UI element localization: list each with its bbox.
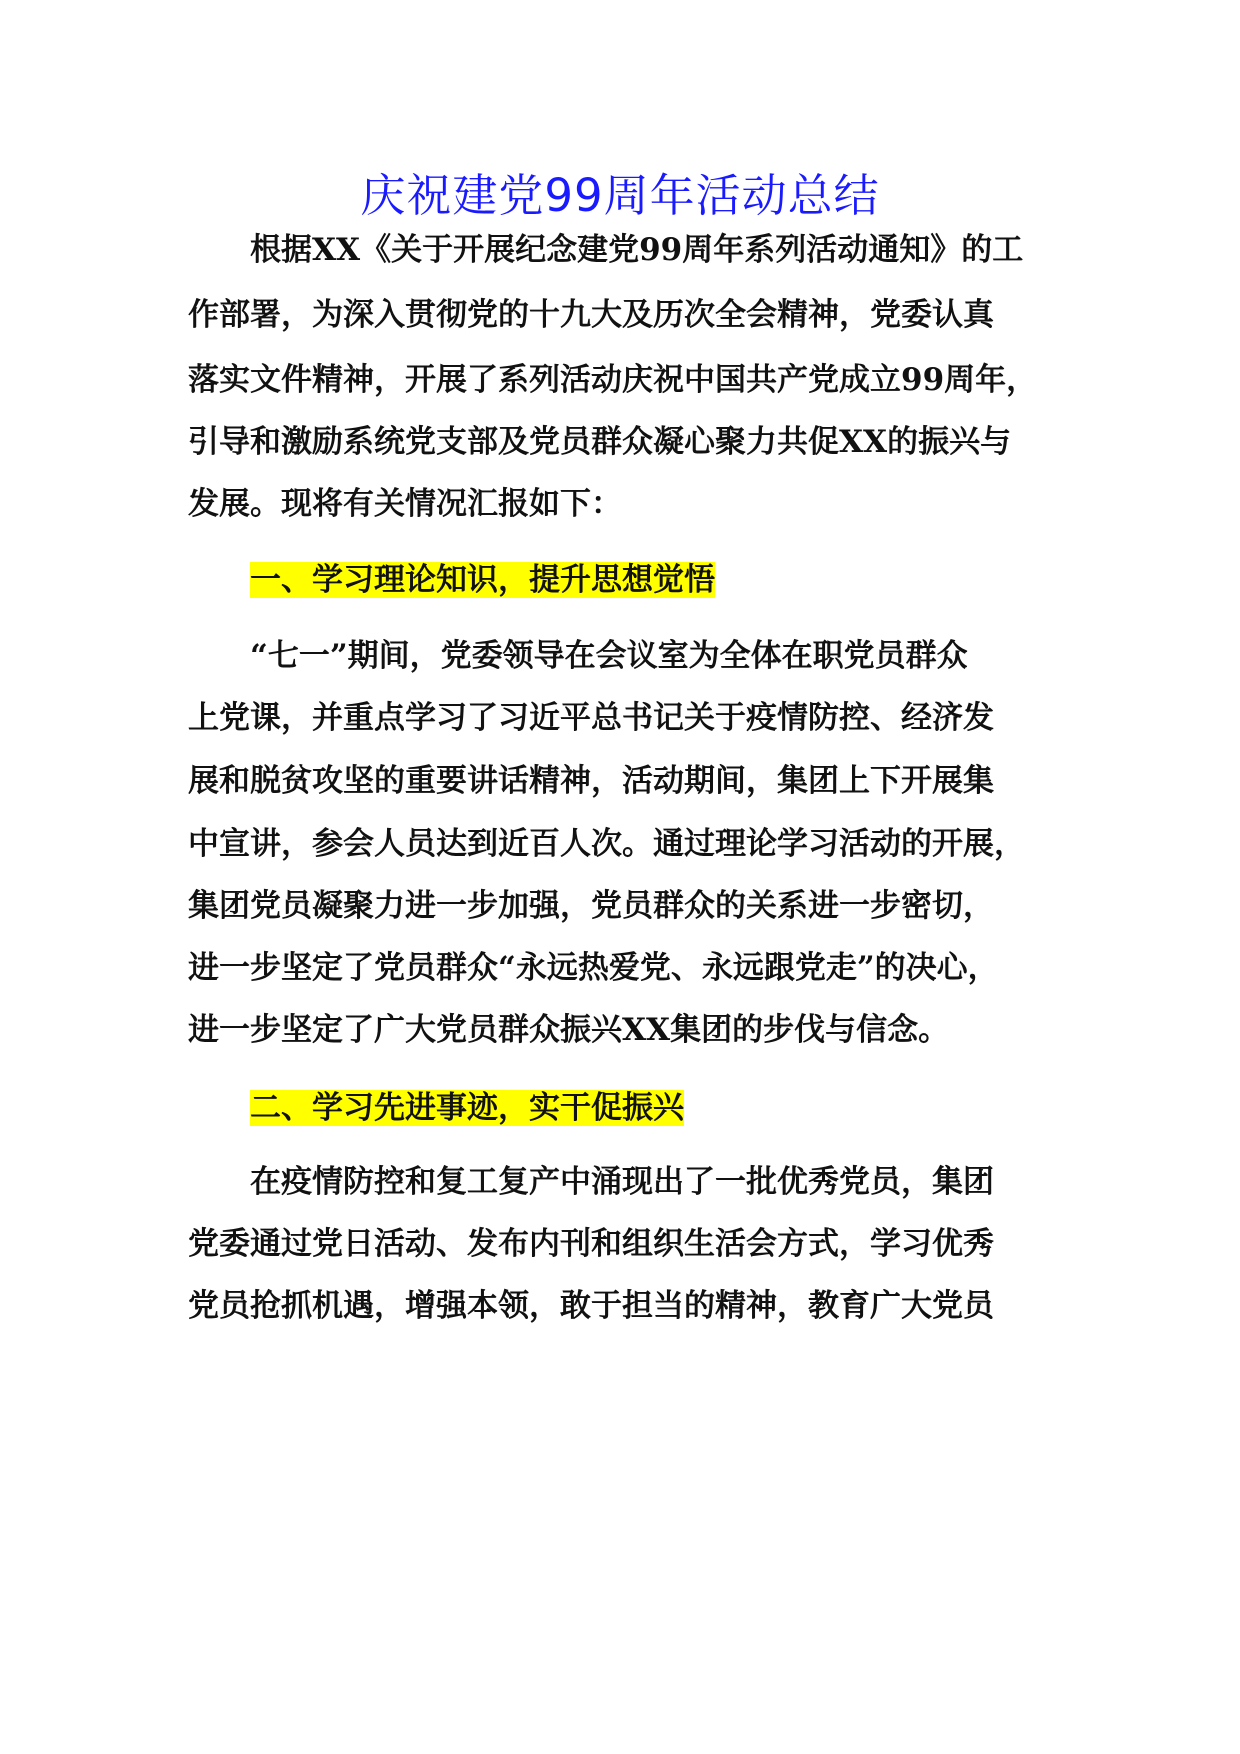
section-2-heading (250, 1086, 1130, 1130)
section-2-line-1: 在疫情防控和复工复产中涌现出了一批优秀党员，集团 (250, 1164, 994, 1200)
intro-line-4: 引导和激励系统党支部及党员群众凝心聚力共促XX的振兴与 (188, 424, 1012, 460)
intro-line-3: 落实文件精神，开展了系列活动庆祝中国共产党成立99周年， (188, 362, 1038, 398)
section-1-line-1: “七一”期间，党委领导在会议室为全体在职党员群众 (250, 638, 968, 674)
document-title: 庆祝建党99周年活动总结 (360, 169, 880, 222)
section-1-line-7: 进一步坚定了广大党员群众振兴XX集团的步伐与信念。 (188, 1012, 950, 1048)
section-2-line-2: 党委通过党日活动、发布内刊和组织生活会方式，学习优秀 (188, 1226, 994, 1262)
section-2-line-3: 党员抢抓机遇，增强本领，敢于担当的精神，教育广大党员 (188, 1288, 994, 1324)
intro-line-5: 发展。现将有关情况汇报如下： (188, 486, 622, 522)
section-1-heading-text: 一、学习理论知识，提升思想觉悟 (250, 562, 715, 598)
section-1-line-4: 中宣讲，参会人员达到近百人次。通过理论学习活动的开展， (188, 826, 1025, 862)
section-1-line-2: 上党课，并重点学习了习近平总书记关于疫情防控、经济发 (188, 700, 994, 736)
section-1-heading (250, 558, 1130, 602)
intro-line-1: 根据XX《关于开展纪念建党99周年系列活动通知》的工 (250, 232, 1024, 268)
section-2-heading-text: 二、学习先进事迹，实干促振兴 (250, 1090, 684, 1126)
intro-line-2: 作部署，为深入贯彻党的十九大及历次全会精神，党委认真 (188, 297, 994, 333)
section-1-line-6: 进一步坚定了党员群众“永远热爱党、永远跟党走”的决心， (188, 950, 999, 986)
section-1-line-5: 集团党员凝聚力进一步加强，党员群众的关系进一步密切， (188, 888, 994, 924)
section-1-line-3: 展和脱贫攻坚的重要讲话精神，活动期间，集团上下开展集 (188, 763, 994, 799)
